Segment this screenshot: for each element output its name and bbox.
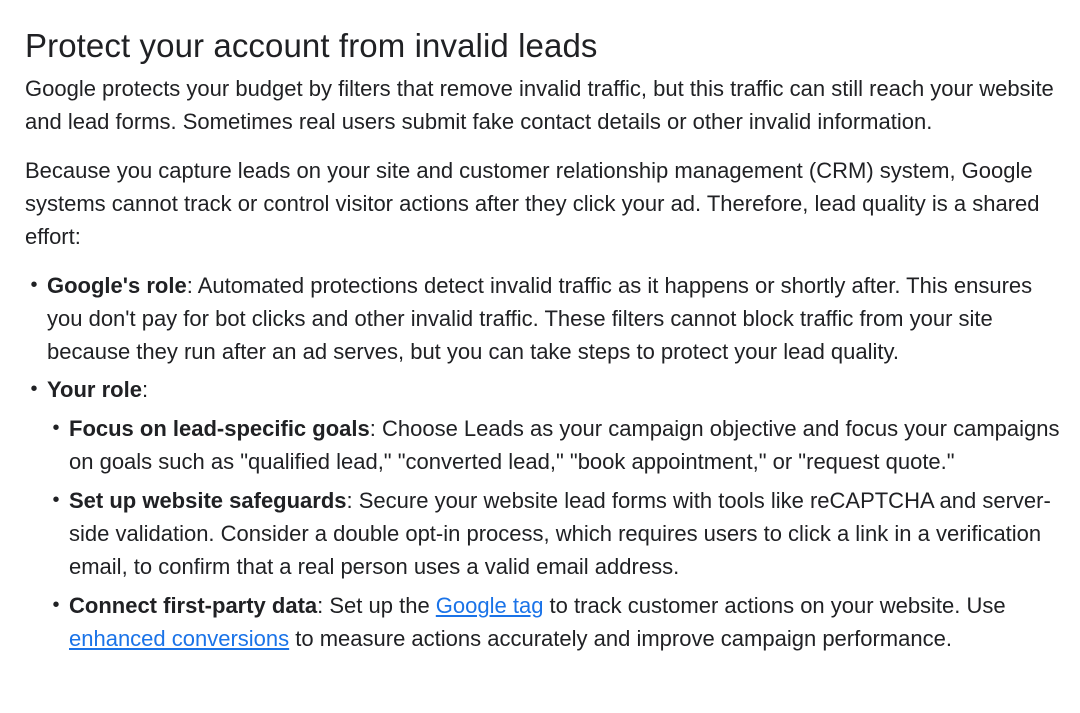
roles-list (25, 269, 1065, 655)
google-tag-link[interactable]: Google tag (435, 593, 544, 618)
shared-effort-paragraph: Because you capture leads on your site and customer relationship management (CRM) system, Google systems cannot track or control visitor actions after they click your ad. Therefore, lead quality is a shared effort: (25, 158, 1040, 249)
first-party-data-text-middle: to track customer actions on your website. Use (543, 593, 1006, 618)
first-party-data-label: Connect first-party data (69, 593, 318, 618)
website-safeguards-text: : Secure your website lead forms with tools like reCAPTCHA and server-side validation. Consider a double opt-in process, which requires users to click a link in a verification email, to confirm that a real person uses a valid email address. (69, 488, 1051, 579)
bullet-icon: • (30, 378, 38, 400)
enhanced-conversions-link[interactable]: enhanced conversions (69, 626, 290, 651)
lead-goals-text: : Choose Leads as your campaign objective and focus your campaigns on goals such as "qualified lead," "converted lead," "book appointment," or "request quote." (69, 416, 1060, 474)
website-safeguards-label: Set up website safeguards (69, 488, 347, 513)
bullet-icon: • (52, 594, 60, 616)
your-role-text: : (141, 377, 149, 402)
list-item-your-role (25, 373, 1065, 655)
your-role-label: Your role (47, 377, 142, 402)
first-party-data-text-after: to measure actions accurately and improve campaign performance. (289, 626, 952, 651)
lead-goals-label: Focus on lead-specific goals (69, 416, 370, 441)
bullet-icon: • (30, 274, 38, 296)
page-title: Protect your account from invalid leads (25, 27, 598, 64)
your-role-sublist (47, 412, 1065, 655)
bullet-icon: • (52, 417, 60, 439)
first-party-data-text-before: : Set up the (317, 593, 436, 618)
list-item-lead-goals (47, 412, 1065, 478)
intro-paragraph: Google protects your budget by filters that remove invalid traffic, but this traffic can still reach your website and lead forms. Sometimes real users submit fake contact details or other invalid information. (25, 76, 1054, 134)
list-item-googles-role (25, 269, 1065, 368)
bullet-icon: • (52, 489, 60, 511)
article (25, 24, 1065, 661)
list-item-first-party-data (47, 589, 1065, 655)
googles-role-text: : Automated protections detect invalid traffic as it happens or shortly after. This ensures you don't pay for bot clicks and other invalid traffic. These filters cannot block traffic from your site because they run after an ad serves, but you can take steps to protect your lead quality. (47, 273, 1033, 364)
googles-role-label: Google's role (47, 273, 187, 298)
list-item-website-safeguards (47, 484, 1065, 583)
